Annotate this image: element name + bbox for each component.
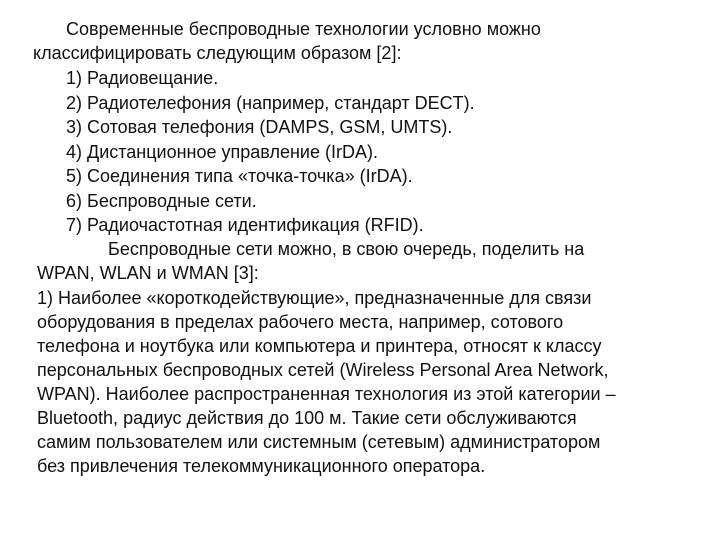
paragraph-line: Bluetooth, радиус действия до 100 м. Такие сети обслуживаются	[37, 408, 577, 428]
intro-line-1: Современные беспроводные технологии условно можно	[66, 19, 541, 39]
intro-line-2: классифицировать следующим образом [2]:	[33, 43, 402, 63]
paragraph-line: 1) Наиболее «короткодействующие», предназначенные для связи	[37, 288, 592, 308]
paragraph-line: Беспроводные сети можно, в свою очередь, поделить на	[108, 239, 585, 259]
paragraph-line: телефона и ноутбука или компьютера и принтера, относят к классу	[37, 336, 602, 356]
paragraph-line: оборудования в пределах рабочего места, например, сотового	[37, 312, 564, 332]
list-item: 2) Радиотелефония (например, стандарт DECT).	[66, 93, 475, 113]
list-item: 6) Беспроводные сети.	[66, 191, 257, 211]
paragraph-line: без привлечения телекоммуникационного оператора.	[37, 456, 486, 476]
list-item: 1) Радиовещание.	[66, 68, 219, 88]
paragraph-line: WPAN). Наиболее распространенная технология из этой категории –	[37, 384, 616, 404]
paragraph-line: персональных беспроводных сетей (Wireless Personal Area Network,	[37, 360, 609, 380]
list-item: 7) Радиочастотная идентификация (RFID).	[66, 215, 424, 235]
list-item: 5) Соединения типа «точка-точка» (IrDA).	[66, 166, 413, 186]
paragraph-line: самим пользователем или системным (сетевым) администратором	[37, 432, 601, 452]
paragraph-line: WPAN, WLAN и WMAN [3]:	[37, 263, 259, 283]
list-item: 4) Дистанционное управление (IrDA).	[66, 142, 378, 162]
list-item: 3) Сотовая телефония (DAMPS, GSM, UMTS).	[66, 117, 453, 137]
